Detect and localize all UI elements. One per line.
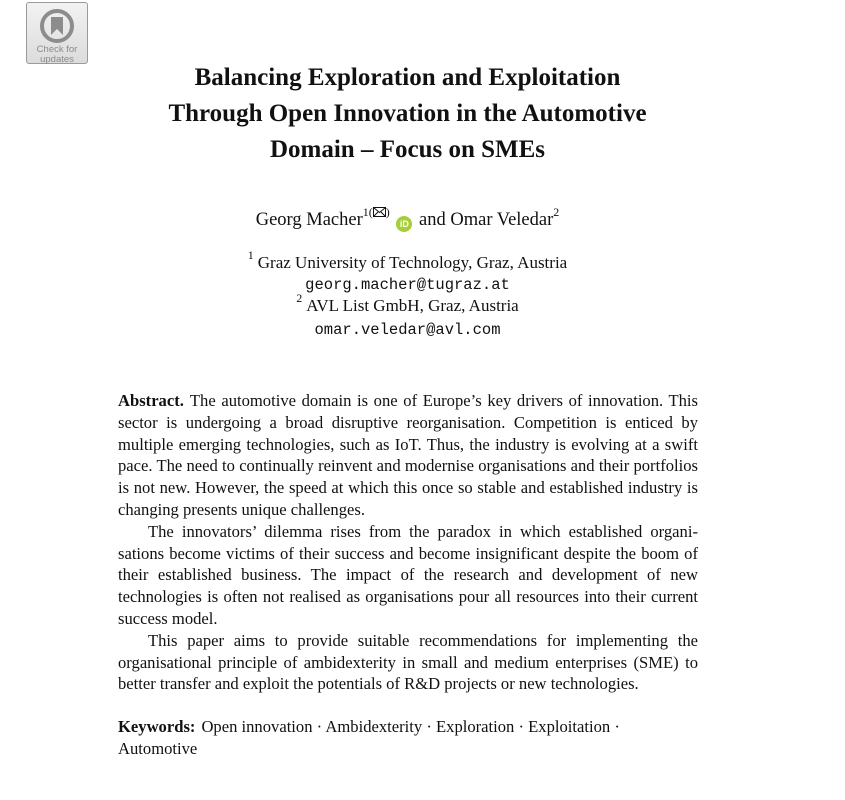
orcid-icon[interactable]: iD — [396, 216, 412, 232]
check-for-updates-badge[interactable] — [26, 2, 88, 64]
abstract-paragraph: This paper aims to provide suitable recommendations for implementing the organisational principle of ambidexterity in small and medium enterprises (SME) to better transfer and exploit the potentials of R&D projects or new technologies. — [118, 630, 698, 694]
abstract-heading: Abstract. — [118, 391, 184, 410]
affiliation-org: Graz University of Technology, Graz, Austria — [257, 253, 568, 272]
author-name: Georg Macher — [255, 210, 363, 230]
author-name: Omar Veledar — [450, 210, 554, 230]
title-line: Domain – Focus on SMEs — [269, 136, 546, 163]
author-email[interactable]: georg.macher@tugraz.at — [305, 276, 510, 294]
author-affil-marker: 1( ) — [362, 204, 390, 219]
envelope-icon[interactable] — [373, 207, 386, 217]
abstract — [118, 390, 698, 695]
affiliation-number: 2 — [296, 291, 303, 306]
author-conjunction: and — [419, 210, 446, 230]
check-for-updates-icon — [40, 9, 74, 43]
abstract-text: The automotive domain is one of Europe’s key drivers of innovation. This sector is undergoing a broad disruptive reorganisation. Competition is enticed by multiple emerging technologies, such as IoT. Thus, the industry is evolving at a swift pace. The need to continually reinvent and modernise organisations and their portfolios is not new. However, the speed at which this once so stable and established industry is changing presents unique challenges. — [118, 391, 698, 519]
keywords — [118, 716, 698, 760]
author-email[interactable]: omar.veledar@avl.com — [314, 321, 501, 339]
title-line: Balancing Exploration and Exploitation — [194, 64, 621, 91]
badge-line-1: Check for — [36, 44, 78, 55]
affiliation-org: AVL List GmbH, Graz, Austria — [306, 296, 519, 315]
title-line: Through Open Innovation in the Automotive — [168, 100, 647, 127]
keywords-text: Open innovation · Ambidexterity · Exploration · Exploitation · Automotive — [118, 717, 620, 758]
author-line — [0, 204, 815, 233]
abstract-paragraph: The innovators’ dilemma rises from the paradox in which established organisations become victims of their success and become insignificant despite the boom of their established business. The impact of the research and development of new technologies is often not realised as organisations pour all resources into their current success model. — [118, 521, 698, 628]
badge-line-2: updates — [40, 54, 74, 65]
affiliation — [0, 248, 815, 273]
author-affil-marker: 2 — [553, 204, 560, 219]
affiliation-number: 1 — [247, 248, 254, 263]
affiliation — [0, 291, 815, 316]
keywords-heading: Keywords: — [118, 717, 196, 736]
paper-title — [0, 60, 815, 168]
abstract-paragraph — [118, 390, 698, 521]
